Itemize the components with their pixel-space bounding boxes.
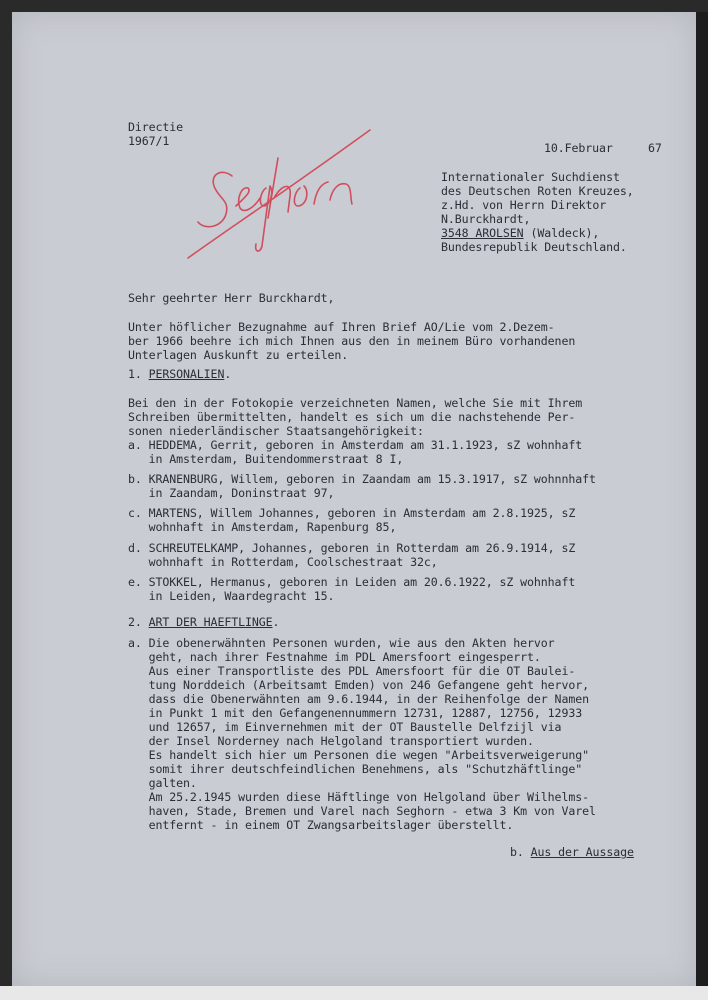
section-2-line-10: somit ihrer deutschfeindlichen Benehmens, als "Schutzhäftlinge" — [128, 762, 583, 776]
section-1-number: 1. — [128, 367, 149, 381]
section-2-heading — [128, 615, 279, 629]
section-2-line-1: a. Die obenerwähnten Personen wurden, wie aus den Akten hervor — [128, 636, 555, 650]
continuation-label: Aus der Aussage — [530, 845, 634, 859]
address-region: (Waldeck), — [523, 226, 600, 240]
continuation-prefix: b. — [510, 845, 531, 859]
address-line-1: Internationaler Suchdienst — [441, 170, 620, 184]
reference-line-1: Directie — [128, 120, 184, 134]
scan-edge-right — [696, 12, 708, 986]
person-c-line-2: wohnhaft in Amsterdam, Rapenburg 85, — [128, 520, 397, 534]
section-1-heading — [128, 367, 231, 381]
person-b-line-1: b. KRANENBURG, Willem, geboren in Zaandam am 15.3.1917, sZ wohnnhaft — [128, 472, 596, 486]
person-b-line-2: in Zaandam, Doninstraat 97, — [128, 486, 335, 500]
section-2-line-3: Aus einer Transportliste des PDL Amersfoort für die OT Baulei- — [128, 664, 576, 678]
section-1-title: PERSONALIEN — [148, 367, 225, 381]
person-a-line-1: a. HEDDEMA, Gerrit, geboren in Amsterdam am 31.1.1923, sZ wohnhaft — [128, 438, 583, 452]
section-2-line-5: dass die Obenerwähnten am 9.6.1944, in der Reihenfolge der Namen — [128, 692, 589, 706]
section-2-line-11: galten. — [128, 776, 197, 790]
person-d-line-2: wohnhaft in Rotterdam, Coolschestraat 32c, — [128, 555, 438, 569]
address-line-5 — [441, 226, 599, 240]
person-e-line-1: e. STOKKEL, Hermanus, geboren in Leiden am 20.6.1922, sZ wohnhaft — [128, 575, 576, 589]
person-e-line-2: in Leiden, Waardegracht 15. — [128, 589, 335, 603]
section-2-line-8: der Insel Norderney nach Helgoland transportiert wurden. — [128, 734, 534, 748]
continuation-note — [510, 845, 634, 859]
handwritten-signature — [170, 118, 380, 268]
letter-date: 10.Februar — [544, 141, 613, 155]
address-place: 3548 AROLSEN — [441, 226, 524, 240]
section-2-line-4: tung Norddeich (Arbeitsamt Emden) von 246 Gefangene geht hervor, — [128, 678, 589, 692]
scan-edge-bottom — [0, 986, 708, 1000]
section-2-number: 2. — [128, 615, 149, 629]
section-2-line-7: und 12657, im Einvernehmen mit der OT Baustelle Delfzijl via — [128, 720, 562, 734]
section-2-title: ART DER HAEFTLINGE — [148, 615, 273, 629]
address-line-4: N.Burckhardt, — [441, 212, 531, 226]
section-2-period: . — [272, 615, 280, 629]
intro-line-2: ber 1966 beehre ich mich Ihnen aus den in meinem Büro vorhandenen — [128, 334, 576, 348]
letter-year: 67 — [648, 141, 662, 155]
section-2-line-14: entfernt - in einem OT Zwangsarbeitslager überstellt. — [128, 818, 514, 832]
section-2-line-2: geht, nach ihrer Festnahme im PDL Amersfoort eingesperrt. — [128, 650, 541, 664]
section-1-period: . — [224, 367, 232, 381]
section-2-line-12: Am 25.2.1945 wurden diese Häftlinge von Helgoland über Wilhelms- — [128, 790, 589, 804]
reference-line-2: 1967/1 — [128, 134, 170, 148]
address-line-2: des Deutschen Roten Kreuzes, — [441, 184, 634, 198]
person-a-line-2: in Amsterdam, Buitendommerstraat 8 I, — [128, 452, 404, 466]
intro-line-1: Unter höflicher Bezugnahme auf Ihren Brief AO/Lie vom 2.Dezem- — [128, 320, 555, 334]
address-line-3: z.Hd. von Herrn Direktor — [441, 198, 607, 212]
salutation: Sehr geehrter Herr Burckhardt, — [128, 291, 335, 305]
section-1-intro-2: Schreiben übermittelten, handelt es sich um die nachstehende Per- — [128, 410, 576, 424]
person-d-line-1: d. SCHREUTELKAMP, Johannes, geboren in Rotterdam am 26.9.1914, sZ — [128, 541, 576, 555]
intro-line-3: Unterlagen Auskunft zu erteilen. — [128, 348, 349, 362]
section-2-line-13: haven, Stade, Bremen und Varel nach Seghorn - etwa 3 Km von Varel — [128, 804, 596, 818]
person-c-line-1: c. MARTENS, Willem Johannes, geboren in Amsterdam am 2.8.1925, sZ — [128, 506, 576, 520]
section-2-line-6: in Punkt 1 mit den Gefangenennummern 12731, 12887, 12756, 12933 — [128, 706, 583, 720]
section-2-line-9: Es handelt sich hier um Personen die wegen "Arbeitsverweigerung" — [128, 748, 589, 762]
section-1-intro-3: sonen niederländischer Staatsangehörigkeit: — [128, 424, 424, 438]
section-1-intro-1: Bei den in der Fotokopie verzeichneten Namen, welche Sie mit Ihrem — [128, 396, 583, 410]
address-line-6: Bundesrepublik Deutschland. — [441, 240, 627, 254]
